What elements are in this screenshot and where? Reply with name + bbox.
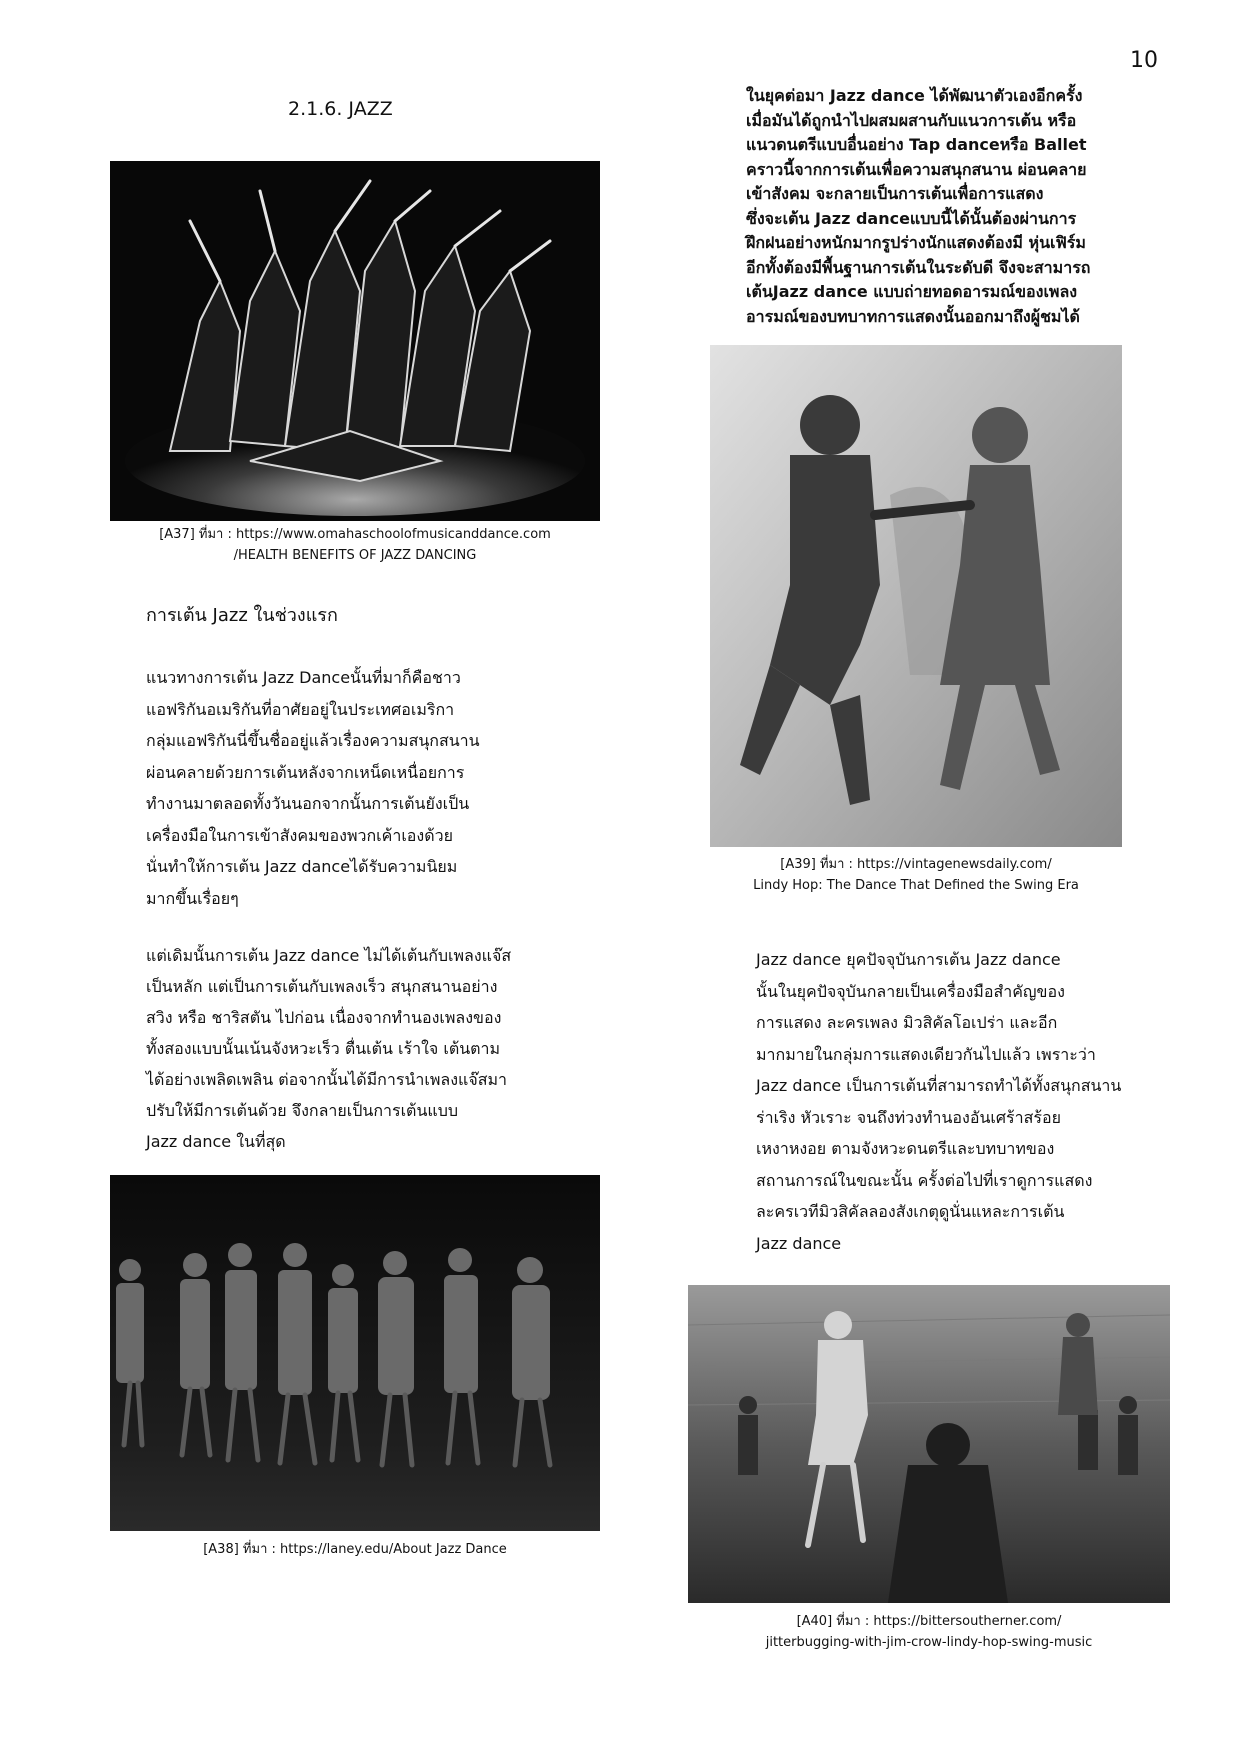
caption-a37-source: [A37] ที่มา : https://www.omahaschoolofmusicanddance.com <box>159 527 551 542</box>
photo-lindy-hop-couple <box>710 345 1122 847</box>
subheading-early-jazz: การเต้น Jazz ในช่วงแรก <box>146 605 338 626</box>
caption-a37-title: /HEALTH BENEFITS OF JAZZ DANCING <box>233 548 477 563</box>
page-number: 10 <box>1130 48 1158 73</box>
paragraph-modern-jazz: Jazz dance ยุคปัจจุบันการเต้น Jazz dance นั้นในยุคปัจจุบันกลายเป็นเครื่องมือสำคัญของ การแสดง ละครเพลง มิวสิคัลโอเปร่า และอีก มากมายในกลุ่มการแสดงเดียวกันไปแล้ว เพราะว่า Jazz dance เป็นการเต้นที่สามารถทำได้ทั้งสนุกสนาน ร่าเริง หัวเราะ จนถึงท่วงทำนองอันเศร้าสร้อย เหงาหงอย ตามจังหวะดนตรีและบทบาทของ สถานการณ์ในขณะนั้น ครั้งต่อไปที่เราดูการแสดง ละครเวทีมิวสิคัลลองสังเกตุดูนั่นแหละการเต้น Jazz dance <box>756 950 1122 1253</box>
caption-a39-title: Lindy Hop: The Dance That Defined the Swing Era <box>753 878 1079 893</box>
photo-dance-troupe <box>110 1175 600 1531</box>
paragraph-early-music: แต่เดิมนั้นการเต้น Jazz dance ไม่ได้เต้นกับเพลงแจ๊ส เป็นหลัก แต่เป็นการเต้นกับเพลงเร็ว สนุกสนานอย่าง สวิง หรือ ชาริสตัน ไปก่อน เนื่องจากทำนองเพลงของ ทั้งสองแบบนั้นเน้นจังหวะเร็ว ตื่นเต้น เร้าใจ เต้นตาม ได้อย่างเพลิดเพลิน ต่อจากนั้นได้มีการนำเพลงแจ๊สมา ปรับให้มีการเต้นด้วย จึงกลายเป็นการเต้นแบบ Jazz dance ในที่สุด <box>146 946 512 1151</box>
caption-a40-source: [A40] ที่มา : https://bittersoutherner.com/ <box>796 1614 1062 1629</box>
photo-jitterbug-dancers <box>688 1285 1170 1603</box>
intro-paragraph: ในยุคต่อมา Jazz dance ได้พัฒนาตัวเองอีกครั้ง เมื่อมันได้ถูกนำไปผสมผสานกับแนวการเต้น หรือ แนวดนตรีแบบอื่นอย่าง Tap danceหรือ Ballet คราวนี้จากการเต้นเพื่อความสนุกสนาน ผ่อนคลาย เข้าสังคม จะกลายเป็นการเต้นเพื่อการแสดง ซึ่งจะเต้น Jazz danceแบบนี้ได้นั้นต้องผ่านการ ฝึกฝนอย่างหนักมากรูปร่างนักแสดงต้องมี หุ่นเฟิร์ม อีกทั้งต้องมีพื้นฐานการเต้นในระดับดี จึงจะสามารถ เต้นJazz dance แบบถ่ายทอดอารมณ์ของเพลง อารมณ์ของบทบาทการแสดงนั้นออกมาถึงผู้ชมได้ <box>746 86 1091 326</box>
caption-a38-source: [A38] ที่มา : https://laney.edu/About Jazz Dance <box>203 1542 507 1557</box>
section-title: 2.1.6. JAZZ <box>288 98 393 120</box>
photo-jazz-dancers-stage <box>110 161 600 521</box>
caption-a40-title: jitterbugging-with-jim-crow-lindy-hop-swing-music <box>765 1635 1093 1650</box>
paragraph-early-origins: แนวทางการเต้น Jazz Danceนั้นที่มาก็คือชาว แอฟริกันอเมริกันที่อาศัยอยู่ในประเทศอเมริกา กลุ่มแอฟริกันนี่ขึ้นชื่ออยู่แล้วเรื่องความสนุกสนาน ผ่อนคลายด้วยการเต้นหลังจากเหน็ดเหนื่อยการ ทำงานมาตลอดทั้งวันนอกจากนั้นการเต้นยังเป็น เครื่องมือในการเข้าสังคมของพวกเค้าเองด้วย นั่นทำให้การเต้น Jazz danceได้รับความนิยม มากขึ้นเรื่อยๆ <box>146 668 480 908</box>
caption-a39-source: [A39] ที่มา : https://vintagenewsdaily.com/ <box>780 857 1052 872</box>
